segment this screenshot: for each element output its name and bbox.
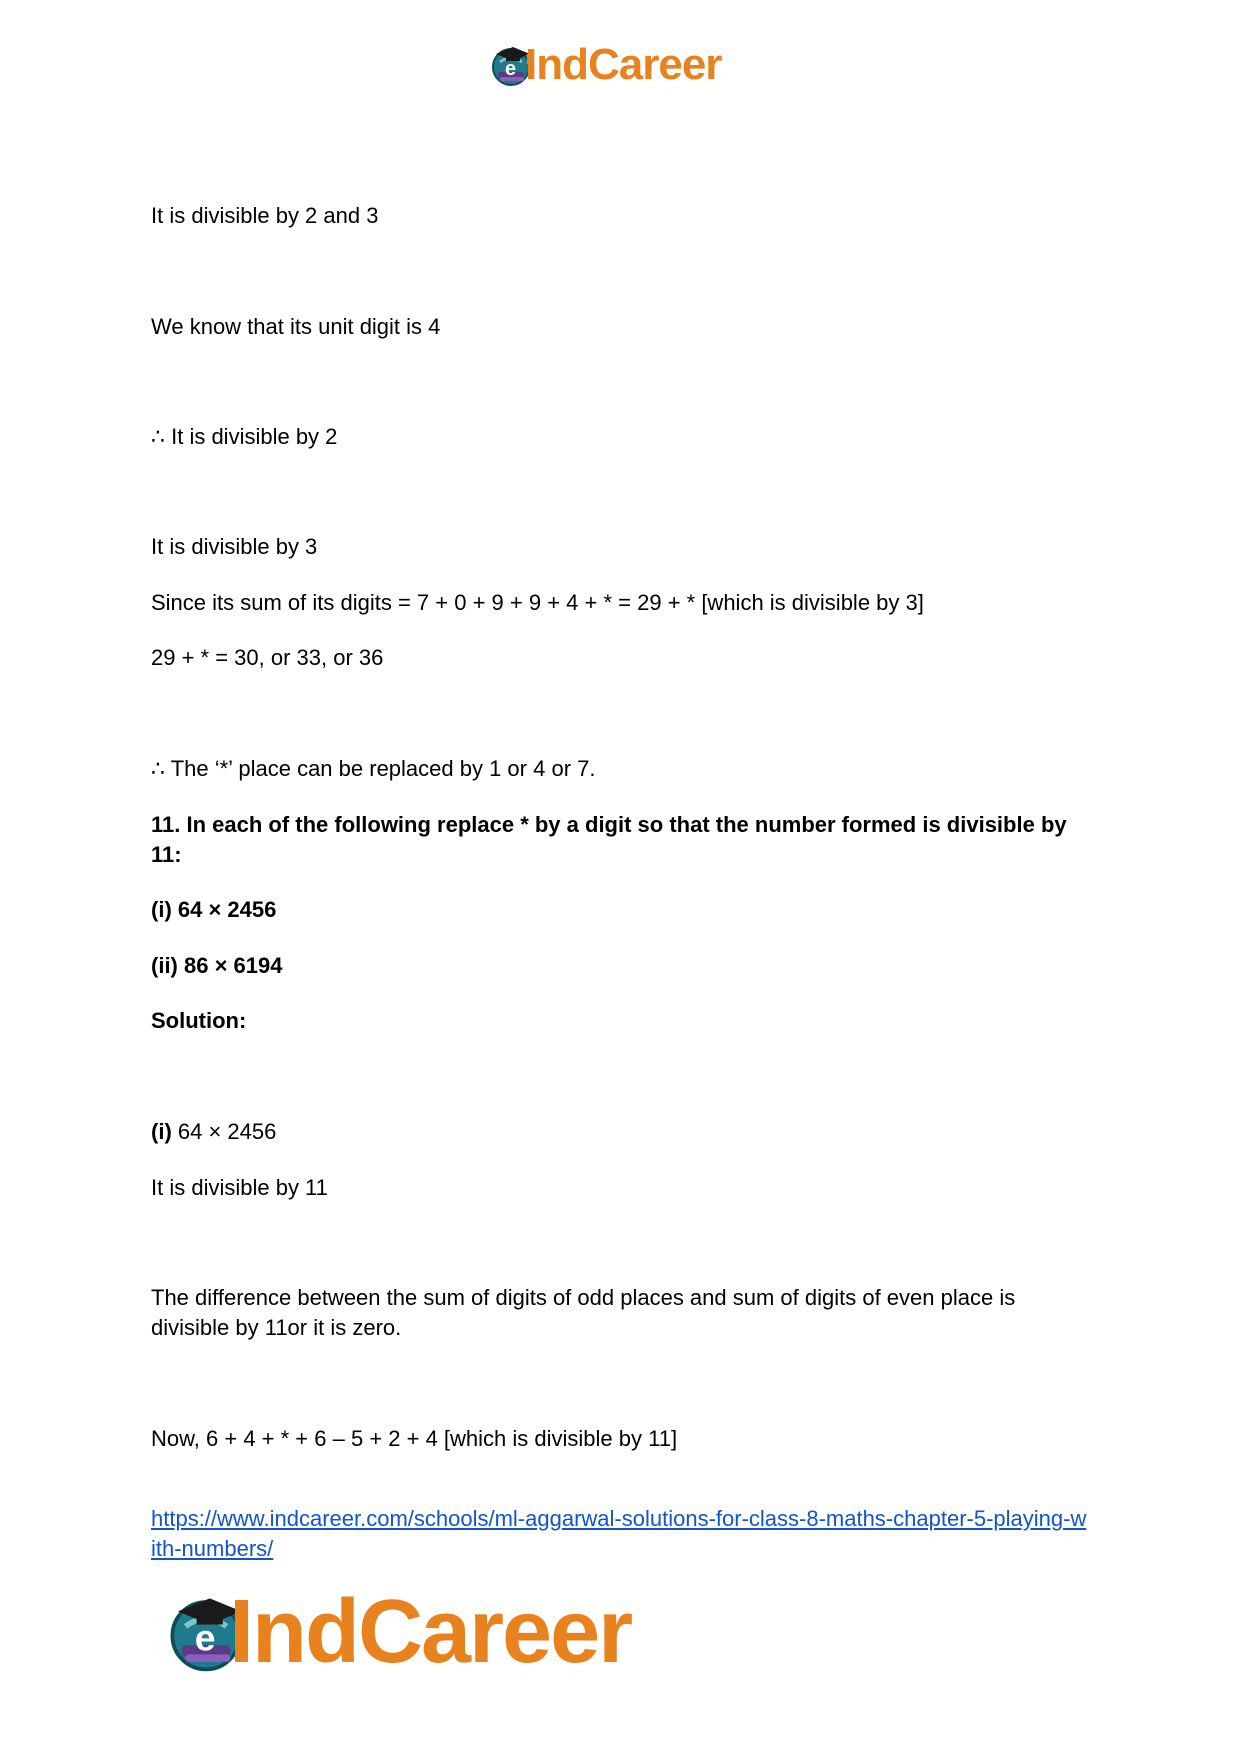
text-line: Now, 6 + 4 + * + 6 – 5 + 2 + 4 [which is divisible by 11] [151,1426,678,1451]
text-line: Since its sum of its digits = 7 + 0 + 9 + 9 + 4 + * = 29 + * [which is divisible by 3] [151,590,924,615]
indcareer-logo-bottom [163,1582,631,1682]
source-url-block [151,1504,1091,1564]
text-line: We know that its unit digit is 4 [151,314,441,339]
text-paragraph: The difference between the sum of digits of odd places and sum of digits of even place is divisible by 11or it is zero. [151,1285,1016,1340]
question-11: 11. In each of the following replace * by a digit so that the number formed is divisible by 11: [151,812,1067,867]
solution-part-text: 64 × 2456 [171,1119,277,1144]
indcareer-logo-top [488,40,721,90]
svg-text:e: e [505,58,517,80]
text-line: ∴ It is divisible by 2 [151,424,338,449]
text-line: ∴ The ‘*’ place can be replaced by 1 or 4 or 7. [151,756,596,781]
question-part-ii: (ii) 86 × 6194 [151,953,283,978]
question-part-i: (i) 64 × 2456 [151,897,277,922]
text-line: It is divisible by 3 [151,534,318,559]
text-line: It is divisible by 11 [151,1175,328,1200]
logo-wordmark: IndCareer [525,40,722,89]
svg-text:e: e [194,1616,216,1659]
solution-heading: Solution: [151,1008,247,1033]
text-line: It is divisible by 2 and 3 [151,203,379,228]
text-line: 29 + * = 30, or 33, or 36 [151,645,384,670]
logo-wordmark: IndCareer [229,1581,632,1682]
solution-part-i [151,1117,276,1147]
source-url-link[interactable]: https://www.indcareer.com/schools/ml-aggarwal-solutions-for-class-8-maths-chapter-5-playing-with-numbers/ [151,1506,1087,1561]
solution-part-label: (i) [151,1119,172,1144]
